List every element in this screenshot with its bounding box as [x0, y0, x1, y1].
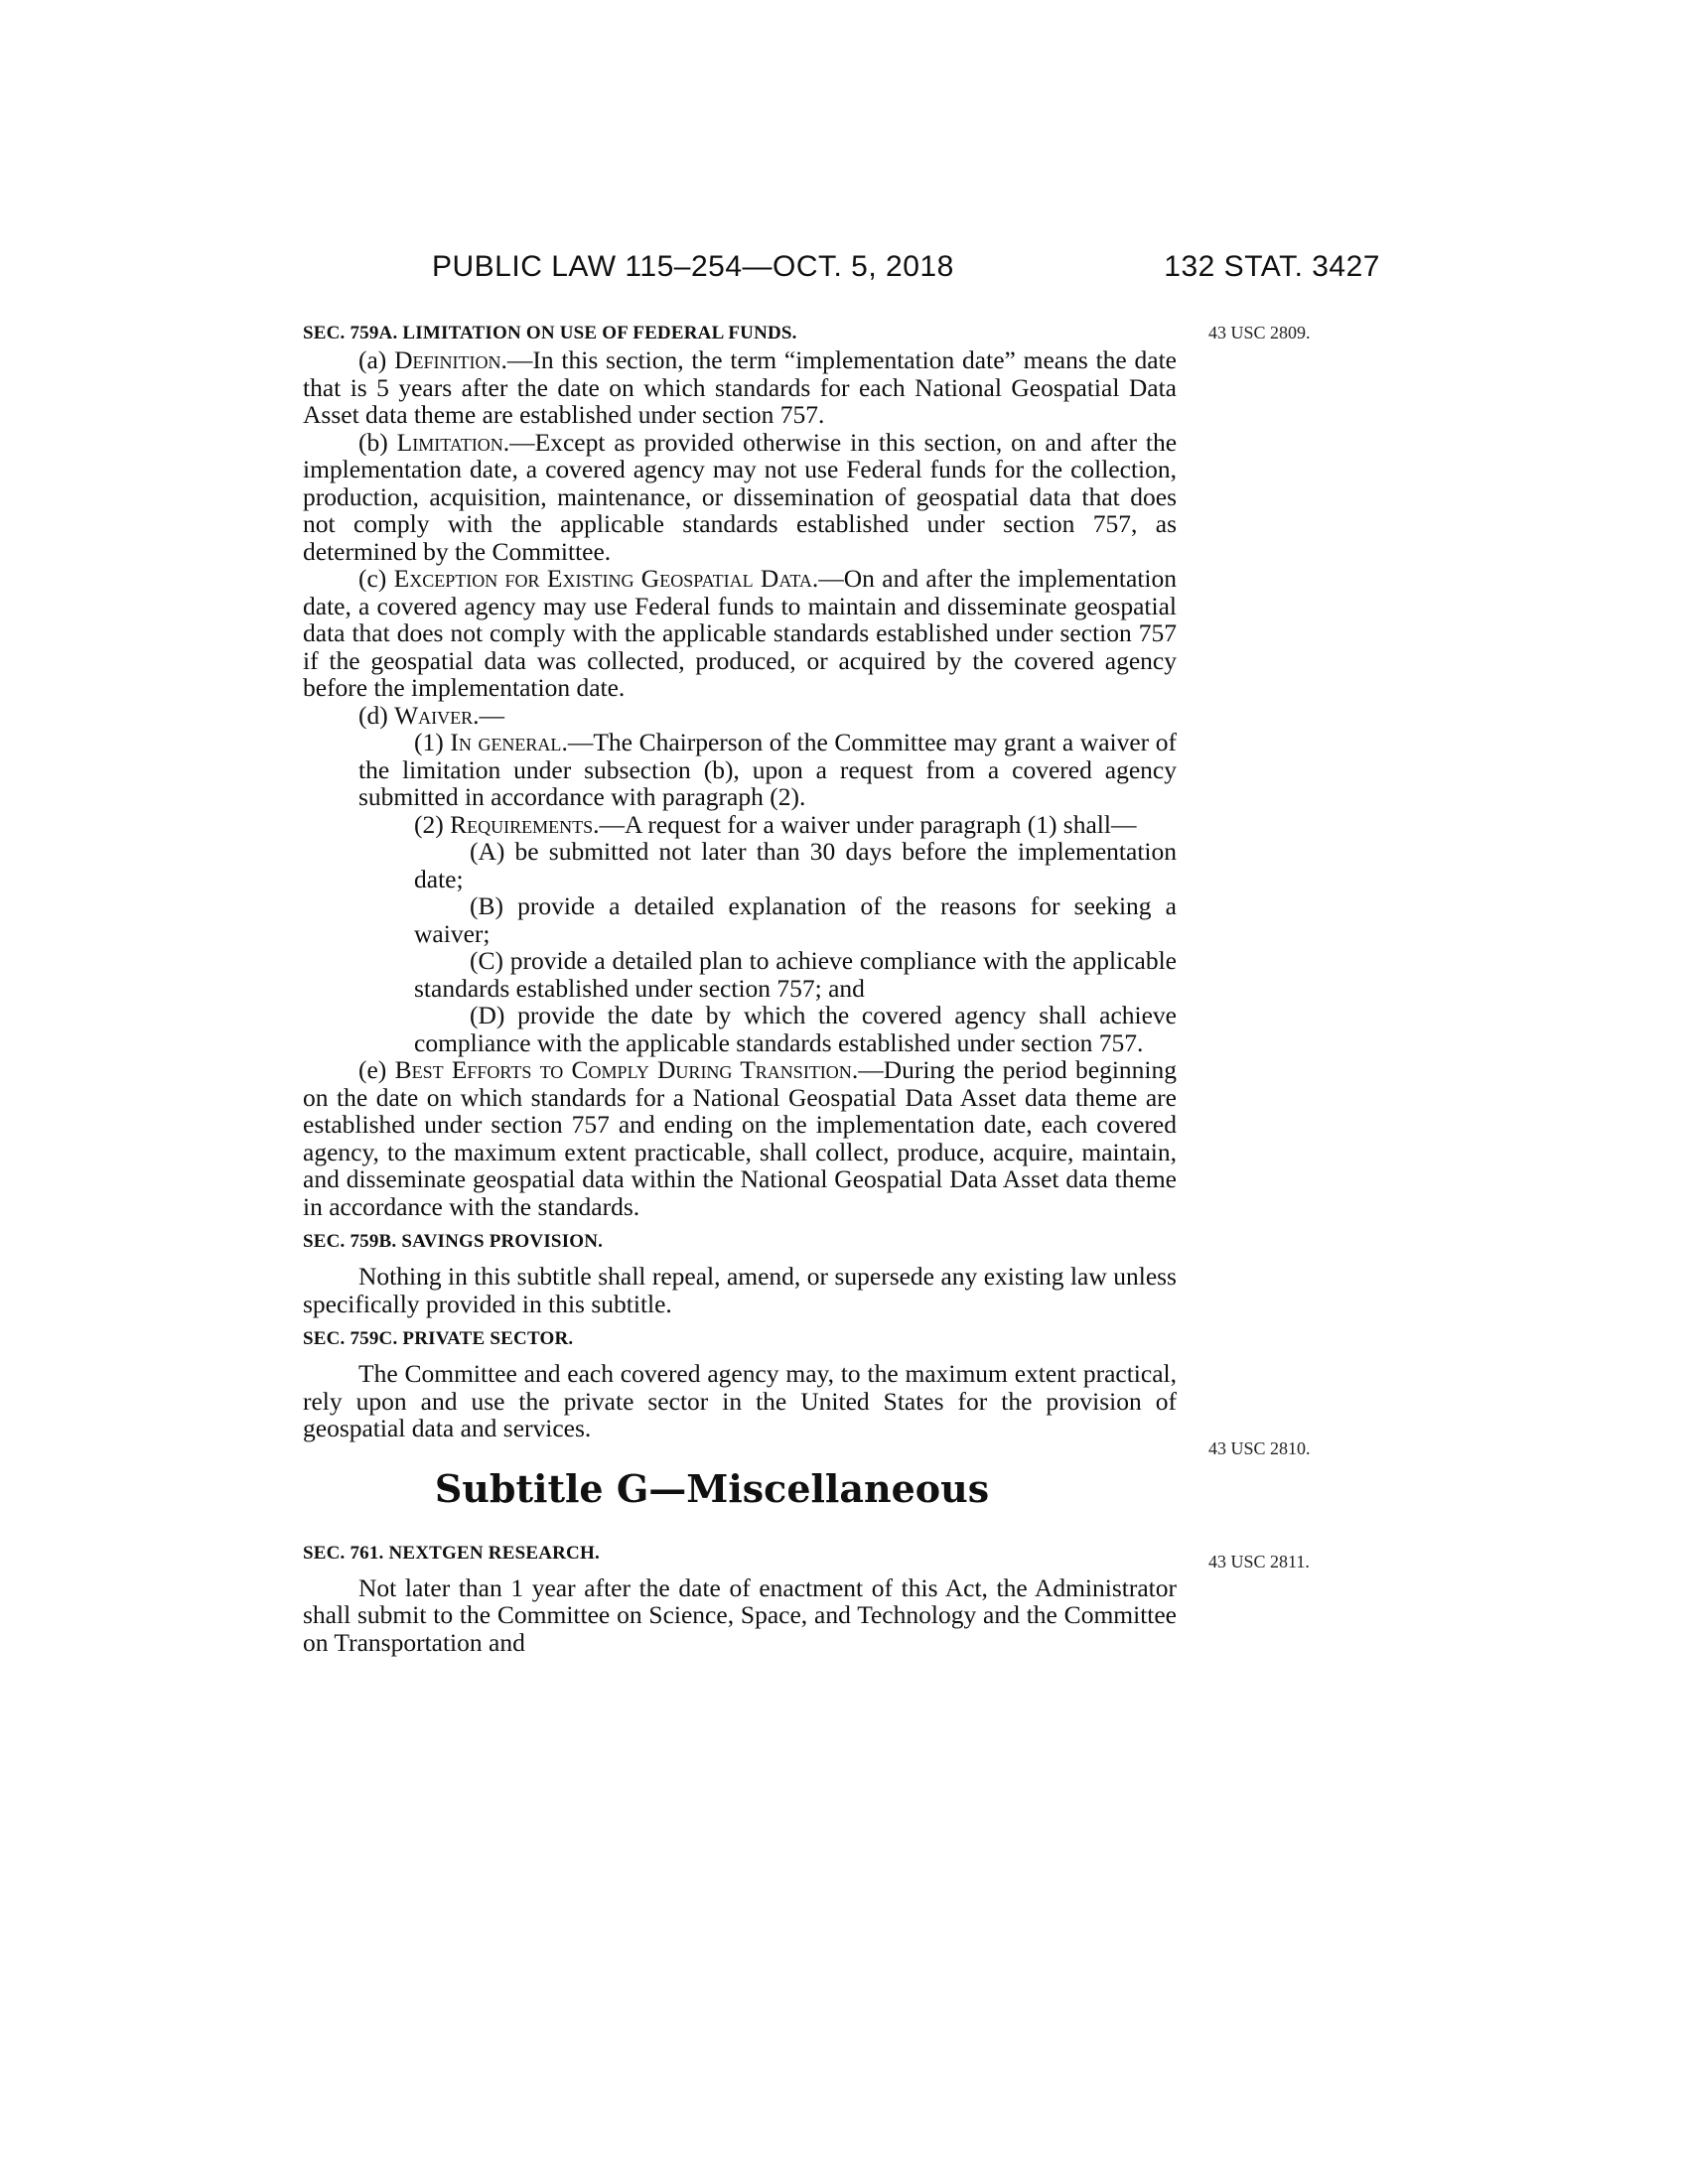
- paragraph-759a-c: [303, 565, 1177, 702]
- subsection-caption: Waiver: [394, 700, 474, 730]
- subsection-caption: Best Efforts to Comply During Transition: [394, 1055, 852, 1084]
- subparagraph-text: (A) be submitted not later than 30 days before the implementation date;: [414, 837, 1177, 893]
- subsection-label: (b): [358, 427, 397, 457]
- subparagraph-B: [303, 892, 1177, 947]
- paragraph-759a-d2: [303, 811, 1177, 839]
- subsection-text: .—: [473, 700, 505, 730]
- subparagraph-D: [303, 1002, 1177, 1056]
- page-header: [303, 250, 1380, 300]
- section-heading-759c: SEC. 759C. PRIVATE SECTOR.: [303, 1328, 574, 1349]
- paragraph-759c: The Committee and each covered agency may, to the maximum extent practical, rely upon and use the private sector in the United States for the provision of geospatial data and services.: [303, 1359, 1177, 1442]
- paragraph-759a-a: [303, 346, 1177, 429]
- subsection-text: .—Except as provided otherwise in this section, on and after the implementation date, a covered agency may not use Federal funds for the collection, production, acquisition, maintenance, or dissemination of geospatial data that does not comply with the applicable standards established under section 757, as determined by the Committee.: [303, 427, 1178, 566]
- paragraph-caption: Requirements: [450, 809, 594, 839]
- subparagraph-text: (C) provide a detailed plan to achieve compliance with the applicable standards established under section 757; and: [414, 946, 1177, 1003]
- marginal-note-759b: 43 USC 2810.: [1208, 1438, 1311, 1458]
- paragraph-759a-e: [303, 1056, 1177, 1220]
- subsection-text: .—On and after the implementation date, a covered agency may use Federal funds to maintain and disseminate geospatial data that does not comply with the applicable standards established under section 757 if the geospatial data was collected, produced, or acquired by the covered agency before the implementation date.: [303, 564, 1177, 702]
- subparagraph-A: [303, 838, 1177, 892]
- paragraph-label: (1): [414, 728, 451, 756]
- main-text-column: [303, 318, 1177, 1656]
- paragraph-759a-b: [303, 429, 1177, 566]
- subsection-label: (d): [358, 700, 395, 730]
- subsection-label: (a): [358, 345, 395, 374]
- paragraph-caption: In general: [450, 728, 562, 756]
- subsection-text: .—During the period beginning on the date on which standards for a National Geospatial Data Asset data theme are established under section 757 and ending on the implementation date, each covered agency, to the maximum extent practicable, shall collect, produce, acquire, maintain, and disseminate geospatial data within the National Geospatial Data Asset data theme in accordance with the standards.: [303, 1055, 1177, 1221]
- subsection-caption: Definition: [394, 345, 501, 374]
- section-heading-759b: SEC. 759B. SAVINGS PROVISION.: [303, 1231, 604, 1252]
- paragraph-761: Not later than 1 year after the date of enactment of this Act, the Administrator shall submit to the Committee on Science, Space, and Technology and the Committee on Transportation and: [303, 1572, 1177, 1657]
- subsection-label: (e): [358, 1055, 395, 1084]
- running-head: PUBLIC LAW 115–254—OCT. 5, 2018: [432, 250, 954, 283]
- paragraph-759b: Nothing in this subtitle shall repeal, amend, or supersede any existing law unless specifically provided in this subtitle.: [303, 1262, 1177, 1318]
- paragraph-759a-d: [303, 702, 1177, 730]
- subparagraph-text: (D) provide the date by which the covered agency shall achieve compliance with the applicable standards established under section 757.: [414, 1001, 1177, 1057]
- statute-page-reference: 132 STAT. 3427: [1164, 250, 1380, 283]
- subtitle-heading: Subtitle G—Miscellaneous: [434, 1465, 990, 1511]
- subsection-caption: Exception for Existing Geospatial Data: [393, 564, 812, 593]
- subsection-label: (c): [358, 564, 394, 593]
- subsection-caption: Limitation: [396, 427, 503, 457]
- paragraph-text: .—The Chairperson of the Committee may grant a waiver of the limitation under subsection (b), upon a request from a covered agency submitted in accordance with paragraph (2).: [358, 728, 1177, 811]
- paragraph-text: .—A request for a waiver under paragraph (1) shall—: [593, 809, 1137, 839]
- marginal-note-759c: 43 USC 2811.: [1208, 1552, 1310, 1571]
- subsection-text: .—In this section, the term “implementation date” means the date that is 5 years after the date on which standards for each National Geospatial Data Asset data theme are established under section 757.: [303, 345, 1177, 429]
- paragraph-label: (2): [414, 809, 451, 839]
- marginal-note-759a: 43 USC 2809.: [1208, 323, 1311, 342]
- section-heading-761: SEC. 761. NEXTGEN RESEARCH.: [303, 1542, 600, 1564]
- paragraph-759a-d1: [303, 729, 1177, 811]
- subparagraph-text: (B) provide a detailed explanation of the reasons for seeking a waiver;: [414, 891, 1177, 948]
- section-heading-759a: SEC. 759A. LIMITATION ON USE OF FEDERAL FUNDS.: [303, 323, 797, 343]
- subparagraph-C: [303, 947, 1177, 1002]
